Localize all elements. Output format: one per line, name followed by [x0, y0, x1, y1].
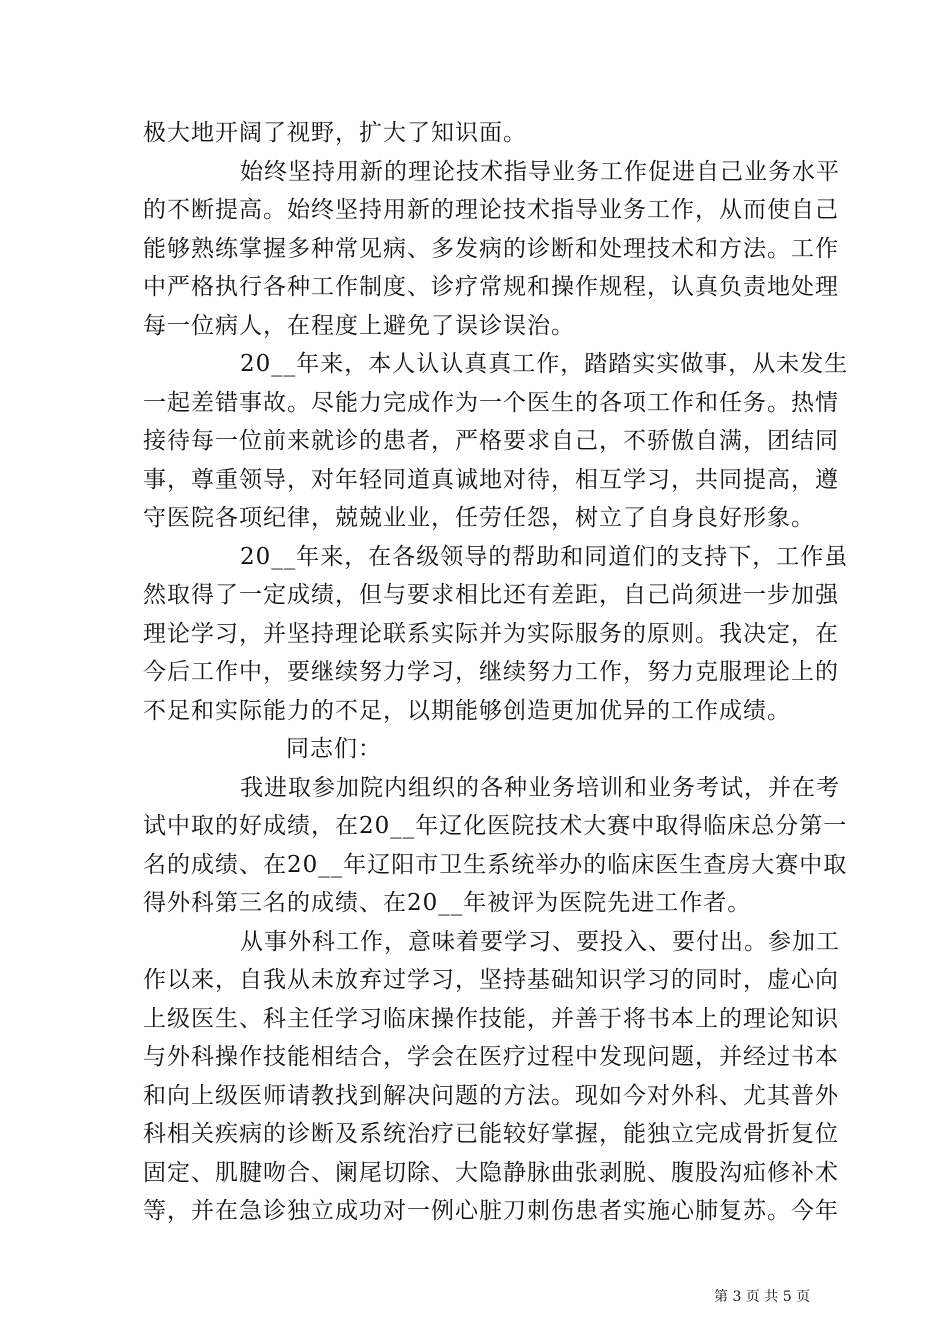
text-line: 等，并在急诊独立成功对一例心脏刀刺伤患者实施心肺复苏。今年: [143, 1198, 839, 1224]
text-line: 能够熟练掌握多种常见病、多发病的诊断和处理技术和方法。工作: [143, 235, 839, 262]
text-line: 上级医生、科主任学习临床操作技能，并善于将书本上的理论知识: [143, 1005, 839, 1032]
text-line: 与外科操作技能相结合，学会在医疗过程中发现问题，并经过书本: [143, 1044, 839, 1070]
text-line: 然取得了一定成绩，但与要求相比还有差距，自己尚须进一步加强: [143, 582, 839, 608]
page-number-footer: 第 3 页 共 5 页: [714, 1289, 811, 1305]
paragraph-first-line: 20__年来，本人认认真真工作，踏踏实实做事，从未发生: [240, 351, 849, 377]
text-line: 事，尊重领导，对年轻同道真诚地对待，相互学习，共同提高，遵: [143, 466, 839, 493]
paragraph-first-line: 从事外科工作，意味着要学习、要投入、要付出。参加工: [240, 928, 840, 955]
text-line: 得外科第三名的成绩、在20__年被评为医院先进工作者。: [143, 890, 752, 916]
text-line: 一起差错事故。尽能力完成作为一个医生的各项工作和任务。热情: [143, 389, 839, 416]
text-line: 试中取的好成绩，在20__年辽化医院技术大赛中取得临床总分第一: [143, 813, 848, 839]
text-line: 名的成绩、在20__年辽阳市卫生系统举办的临床医生查房大赛中取: [143, 851, 848, 878]
greeting-line: 同志们：: [286, 736, 382, 762]
text-line: 的不断提高。始终坚持用新的理论技术指导业务工作，从而使自己: [143, 197, 839, 223]
text-line: 中严格执行各种工作制度、诊疗常规和操作规程，认真负责地处理: [143, 274, 839, 300]
text-line: 极大地开阔了视野，扩大了知识面。: [143, 120, 527, 146]
text-line: 今后工作中，要继续努力学习，继续努力工作，努力克服理论上的: [143, 659, 839, 685]
text-line: 守医院各项纪律，兢兢业业，任劳任怨，树立了自身良好形象。: [143, 505, 815, 531]
text-line: 作以来，自我从未放弃过学习，坚持基础知识学习的同时，虚心向: [143, 967, 839, 993]
text-line: 接待每一位前来就诊的患者，严格要求自己，不骄傲自满，团结同: [143, 428, 839, 454]
text-line: 理论学习，并坚持理论联系实际并为实际服务的原则。我决定，在: [143, 620, 839, 647]
paragraph-first-line: 我进取参加院内组织的各种业务培训和业务考试，并在考: [240, 774, 840, 801]
paragraph-first-line: 始终坚持用新的理论技术指导业务工作促进自己业务水平: [240, 158, 840, 185]
paragraph-first-line: 20__年来，在各级领导的帮助和同道们的支持下，工作虽: [240, 543, 849, 570]
body-text: [143, 114, 849, 1231]
text-line: 不足和实际能力的不足，以期能够创造更加优异的工作成绩。: [143, 697, 791, 724]
text-line: 固定、肌腱吻合、阑尾切除、大隐静脉曲张剥脱、腹股沟疝修补术: [143, 1159, 839, 1186]
text-line: 科相关疾病的诊断及系统治疗已能较好掌握，能独立完成骨折复位: [143, 1121, 839, 1147]
text-line: 每一位病人，在程度上避免了误诊误治。: [143, 312, 575, 339]
text-line: 和向上级医师请教找到解决问题的方法。现如今对外科、尤其普外: [143, 1082, 839, 1109]
